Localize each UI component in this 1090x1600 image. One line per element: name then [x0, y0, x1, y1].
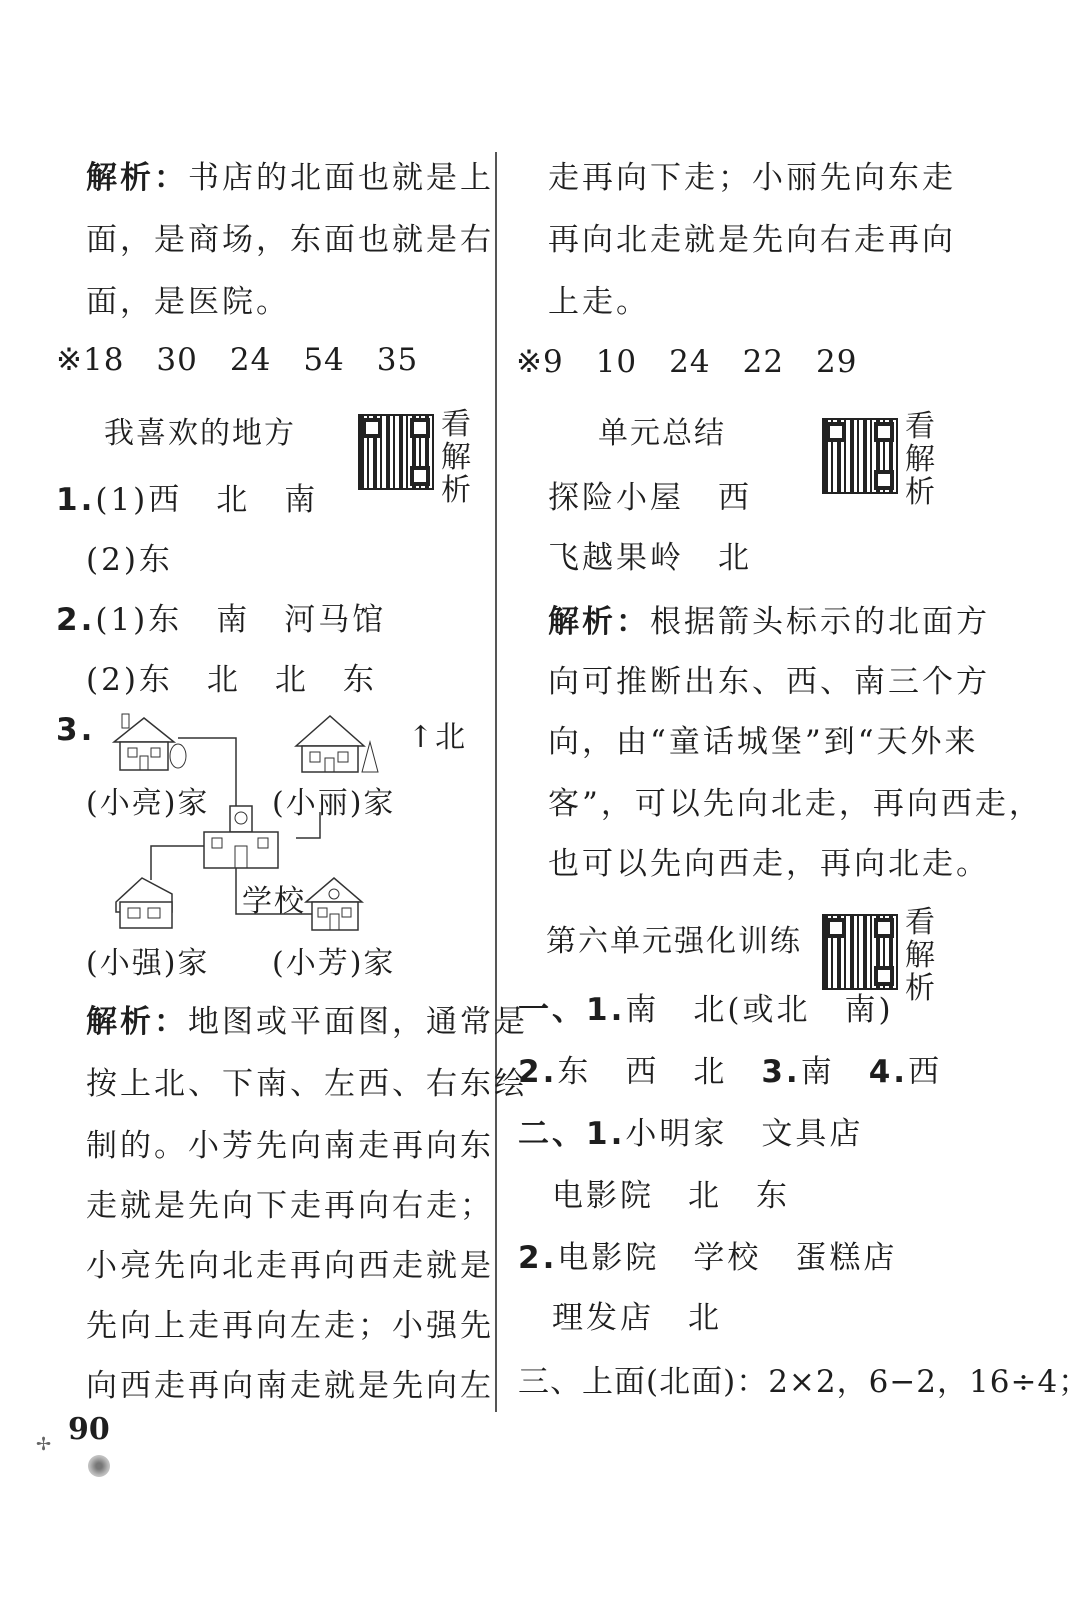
qr-label: 看 解 析 — [441, 407, 471, 508]
house-liang-icon — [114, 714, 186, 770]
q2-line-2: (2)东 北 北 东 — [86, 662, 377, 698]
part2-q2-line-2: 理发店 北 — [552, 1300, 722, 1336]
analysis-3-line-5: 也可以先向西走，再向北走。 — [548, 846, 990, 882]
q1-line-1: 1.(1)西 北 南 — [56, 482, 319, 518]
part3-line: 三、上面(北面)：2×2，6−2，16÷4； — [518, 1364, 1090, 1400]
analysis-2-line-5: 小亮先向北走再向西走就是 — [86, 1248, 494, 1284]
house-li-icon — [296, 716, 378, 772]
part1-line-2: 2.东 西 北 3.南 4.西 — [518, 1054, 943, 1090]
q2-number: 2. — [56, 602, 96, 638]
page-number: 90 — [68, 1412, 110, 1447]
analysis-2-line-6: 先向上走再向左走；小强先 — [86, 1308, 494, 1344]
analysis-3-line-4: 客”，可以先向北走，再向西走， — [548, 786, 1043, 822]
qr-code[interactable] — [822, 914, 898, 990]
part1-line-1: 一、1.南 北(或北 南) — [518, 992, 894, 1028]
analysis-2-line-7: 向西走再向南走就是先向左 — [86, 1368, 494, 1404]
analysis-label: 解析： — [86, 1004, 188, 1040]
north-arrow-label: ↑北 — [408, 720, 468, 755]
analysis-3-line-3: 向，由“童话城堡”到“天外来 — [548, 724, 979, 760]
part2-q2-line-1: 2.电影院 学校 蛋糕店 — [518, 1240, 898, 1276]
page-ornament-icon: ✢ — [36, 1434, 52, 1455]
q3-number: 3. — [56, 712, 96, 748]
label-liang-home: (小亮)家 — [86, 786, 210, 821]
house-qiang-icon — [116, 878, 172, 928]
analysis-1-line-1: 解析：书店的北面也就是上 — [86, 160, 494, 196]
section-title-unit-summary: 单元总结 — [598, 416, 726, 451]
qr-label: 看 解 析 — [905, 409, 935, 510]
analysis-1-line-3: 面，是医院。 — [86, 284, 290, 320]
analysis-2-line-2: 按上北、下南、左西、右东绘 — [86, 1066, 528, 1102]
section-title-favorite-place: 我喜欢的地方 — [104, 416, 296, 451]
part2-q1-line-1: 二、1.小明家 文具店 — [518, 1116, 864, 1152]
school-icon — [204, 806, 278, 868]
analysis-3-line-2: 向可推断出东、西、南三个方 — [548, 664, 990, 700]
label-fang-home: (小芳)家 — [272, 946, 396, 981]
cont-line-3: 上走。 — [548, 284, 650, 320]
label-school: 学校 — [242, 884, 306, 919]
map-diagram — [86, 700, 476, 990]
label-li-home: (小丽)家 — [272, 786, 396, 821]
q1-line-2: (2)东 — [86, 542, 173, 578]
qr-code[interactable] — [358, 414, 434, 490]
label-qiang-home: (小强)家 — [86, 946, 210, 981]
analysis-2-line-4: 走就是先向下走再向右走； — [86, 1188, 494, 1224]
part2-q1-line-2: 电影院 北 东 — [552, 1178, 790, 1214]
analysis-2-line-1: 解析：地图或平面图，通常是 — [86, 1004, 528, 1040]
analysis-label: 解析： — [548, 604, 650, 640]
analysis-label: 解析： — [86, 160, 188, 196]
q1-number: 1. — [56, 482, 96, 518]
analysis-1-line-2: 面，是商场，东面也就是右 — [86, 222, 494, 258]
analysis-2-line-3: 制的。小芳先向南走再向东 — [86, 1128, 494, 1164]
star-answers-1: ※18 30 24 54 35 — [56, 342, 419, 378]
page-dot-icon — [88, 1455, 110, 1477]
qr-label: 看 解 析 — [905, 905, 935, 1006]
section-title-unit-six-training: 第六单元强化训练 — [546, 924, 802, 959]
cont-line-1: 走再向下走；小丽先向东走 — [548, 160, 956, 196]
house-fang-icon — [306, 878, 362, 930]
summary-line-2: 飞越果岭 北 — [548, 540, 752, 576]
cont-line-2: 再向北走就是先向右走再向 — [548, 222, 956, 258]
column-divider — [495, 152, 497, 1412]
analysis-3-line-1: 解析：根据箭头标示的北面方 — [548, 604, 990, 640]
qr-code[interactable] — [822, 418, 898, 494]
star-answers-2: ※9 10 24 22 29 — [516, 344, 858, 380]
summary-line-1: 探险小屋 西 — [548, 480, 752, 516]
q2-line-1: 2.(1)东 南 河马馆 — [56, 602, 387, 638]
